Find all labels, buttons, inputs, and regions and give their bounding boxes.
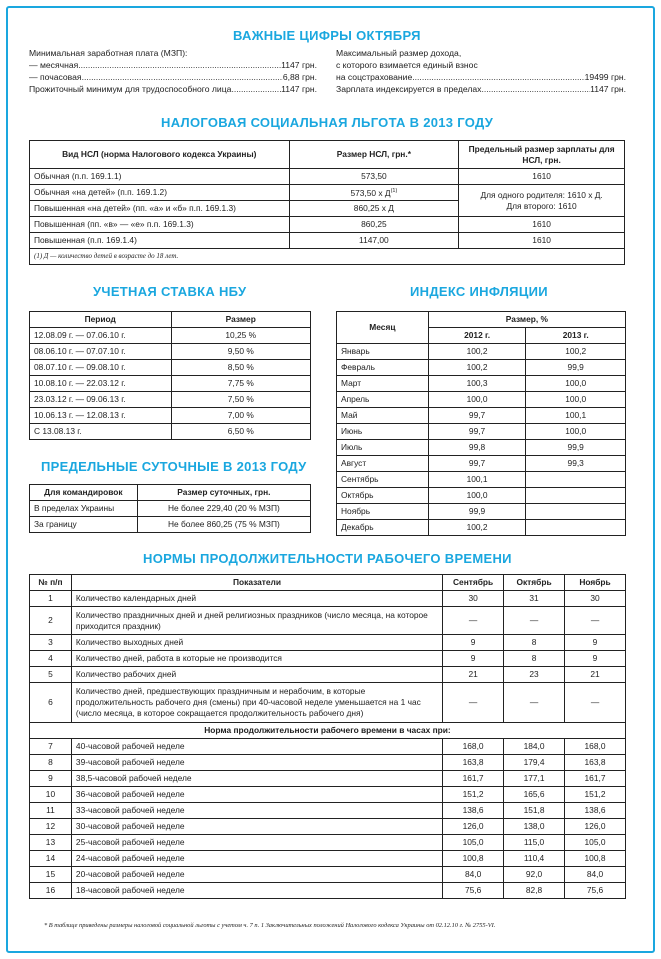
key-figures-left [29, 47, 317, 95]
max-income-social: на соцстрахование ..... 19499 грн. [336, 71, 626, 83]
table-row: Обычная (п.п. 169.1.1) 573,50 1610 [30, 169, 625, 185]
salary-indexation: Зарплата индексируется в пределах ..... 1147 грн. [336, 83, 626, 95]
table-row: 10.06.13 г. — 12.08.13 г. 7,00 % [30, 408, 311, 424]
inflation-title: ИНДЕКС ИНФЛЯЦИИ [410, 284, 548, 299]
table-header: Период Размер [30, 312, 311, 328]
daily-limits-title: ПРЕДЕЛЬНЫЕ СУТОЧНЫЕ В 2013 ГОДУ [41, 459, 307, 474]
table-row: 10 36-часовой рабочей неделе 151,2 165,6 151,2 [30, 787, 626, 803]
table-row: Июнь 99,7 100,0 [337, 424, 626, 440]
daily-limits-table [29, 484, 311, 533]
key-figures-right: Максимальный размер дохода, с которого взимается единый взнос на соцстрахование ..... 19499 грн. Зарплата индексируется в пределах ..... 1147 грн. [336, 47, 626, 95]
table-row: 16 18-часовой рабочей неделе 75,6 82,8 75,6 [30, 883, 626, 899]
table-row: 08.06.10 г. — 07.07.10 г. 9,50 % [30, 344, 311, 360]
table-row: 1 Количество календарных дней 30 31 30 [30, 591, 626, 607]
table-header: Месяц Размер, % [337, 312, 626, 328]
table-row: Октябрь 100,0 [337, 488, 626, 504]
work-time-title: НОРМЫ ПРОДОЛЖИТЕЛЬНОСТИ РАБОЧЕГО ВРЕМЕНИ [143, 551, 512, 566]
table-row: 7 40-часовой рабочей неделе 168,0 184,0 168,0 [30, 739, 626, 755]
table-row: Повышенная «на детей» (пп. «а» и «б» п.п. 169.1.3) 860,25 х Д [30, 201, 625, 217]
work-time-table [29, 574, 626, 899]
min-wage-monthly: — месячная ..... 1147 грн. [29, 59, 317, 71]
table-row: Май 99,7 100,1 [337, 408, 626, 424]
table-row: Повышенная (п.п. 169.1.4) 1147,00 1610 [30, 233, 625, 249]
table-row: За границу Не более 860,25 (75 % МЗП) [30, 517, 311, 533]
footnote: * В таблице приведены размеры налоговой социальной льготы с учетом ч. 7 п. 1 Заключительных положений Налогового кодекса Украины от 02.12.10 г. № 2755-VI. [44, 922, 496, 929]
table-header: Для командировок Размер суточных, грн. [30, 485, 311, 501]
table-row: Сентябрь 100,1 [337, 472, 626, 488]
table-row: 12 30-часовой рабочей неделе 126,0 138,0 126,0 [30, 819, 626, 835]
tax-benefit-title: НАЛОГОВАЯ СОЦИАЛЬНАЯ ЛЬГОТА В 2013 ГОДУ [161, 115, 494, 130]
table-header: № п/п Показатели Сентябрь Октябрь Ноябрь [30, 575, 626, 591]
table-row: 08.07.10 г. — 09.08.10 г. 8,50 % [30, 360, 311, 376]
table-row: С 13.08.13 г. 6,50 % [30, 424, 311, 440]
table-row: Ноябрь 99,9 [337, 504, 626, 520]
table-row: 10.08.10 г. — 22.03.12 г. 7,75 % [30, 376, 311, 392]
table-row: 4 Количество дней, работа в которые не производится 9 8 9 [30, 651, 626, 667]
table-row: Апрель 100,0 100,0 [337, 392, 626, 408]
table-row: 2 Количество праздничных дней и дней религиозных праздников (число месяца, на которое приходится праздник) — — — [30, 607, 626, 635]
table-row: Июль 99,8 99,9 [337, 440, 626, 456]
table-row: 14 24-часовой рабочей неделе 100,8 110,4 100,8 [30, 851, 626, 867]
table-row: Декабрь 100,2 [337, 520, 626, 536]
subsistence-minimum: Прожиточный минимум для трудоспособного лица ..... 1147 грн. [29, 83, 317, 95]
nbu-rate-title: УЧЕТНАЯ СТАВКА НБУ [93, 284, 247, 299]
table-row: Январь 100,2 100,2 [337, 344, 626, 360]
subheader-row: Норма продолжительности рабочего времени в часах при: [30, 723, 626, 739]
table-row: 9 38,5-часовой рабочей неделе 161,7 177,1 161,7 [30, 771, 626, 787]
table-header-years: 2012 г. 2013 г. [337, 328, 626, 344]
table-row: 8 39-часовой рабочей неделе 163,8 179,4 163,8 [30, 755, 626, 771]
table-row: Обычная «на детей» (п.п. 169.1.2) 573,50 х $Д^{(1)}$ Для одного родителя: 1610 х Д. Для второго: 1610 [30, 185, 625, 201]
table-row: В пределах Украины Не более 229,40 (20 % МЗП) [30, 501, 311, 517]
inflation-table [336, 311, 626, 536]
merged-limit-cell: Для одного родителя: 1610 х Д. Для второго: 1610 [459, 185, 625, 217]
table-row: 23.03.12 г. — 09.06.13 г. 7,50 % [30, 392, 311, 408]
table-row: 13 25-часовой рабочей неделе 105,0 115,0 105,0 [30, 835, 626, 851]
min-wage-heading: Минимальная заработная плата (МЗП): [29, 48, 188, 58]
table-row: Март 100,3 100,0 [337, 376, 626, 392]
table-row: Повышенная (пп. «в» — «е» п.п. 169.1.3) 860,25 1610 [30, 217, 625, 233]
tax-benefit-note: (1) Д — количество детей в возрасте до 18 лет. [30, 249, 625, 265]
table-row: 3 Количество выходных дней 9 8 9 [30, 635, 626, 651]
table-row: 11 33-часовой рабочей неделе 138,6 151,8 138,6 [30, 803, 626, 819]
nbu-rate-table [29, 311, 311, 440]
key-figures-title: ВАЖНЫЕ ЦИФРЫ ОКТЯБРЯ [233, 28, 421, 43]
table-row: 15 20-часовой рабочей неделе 84,0 92,0 84,0 [30, 867, 626, 883]
table-row: 12.08.09 г. — 07.06.10 г. 10,25 % [30, 328, 311, 344]
min-wage-hourly: — почасовая ..... 6,88 грн. [29, 71, 317, 83]
tax-benefit-table [29, 140, 625, 265]
table-row: 6 Количество дней, предшествующих праздничным и нерабочим, в которые продолжительность рабочего дня (смены) при 40-часовой неделе уменьшается на 1 час (число месяца, в которое сокращается продолжительность рабочего дня) — — — [30, 683, 626, 723]
table-header: Вид НСЛ (норма Налогового кодекса Украины) Размер НСЛ, грн.* Предельный размер зарплаты для НСЛ, грн. [30, 141, 625, 169]
table-row: Февраль 100,2 99,9 [337, 360, 626, 376]
table-row: Август 99,7 99,3 [337, 456, 626, 472]
table-row: 5 Количество рабочих дней 21 23 21 [30, 667, 626, 683]
